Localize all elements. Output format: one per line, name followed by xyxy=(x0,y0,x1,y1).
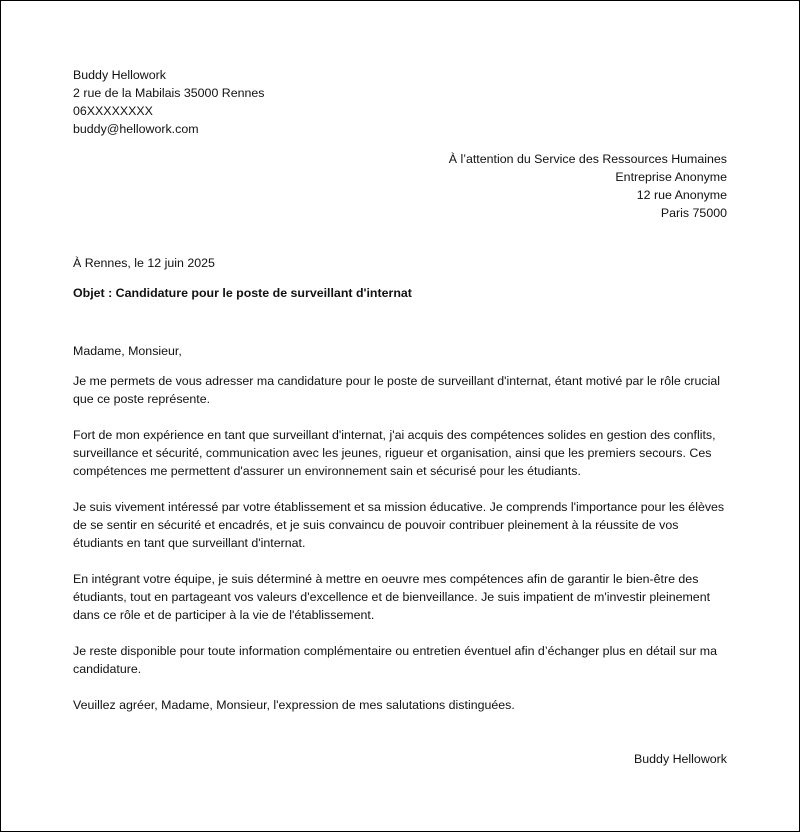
sender-block xyxy=(73,66,473,138)
date-line: À Rennes, le 12 juin 2025 xyxy=(73,256,215,270)
letter-paragraph: Je reste disponible pour toute information complémentaire ou entretien éventuel afin d’échanger plus en détail sur ma candidature. xyxy=(73,644,718,676)
recipient-city: Paris 75000 xyxy=(660,206,727,220)
sender-address: 2 rue de la Mabilais 35000 Rennes xyxy=(73,86,265,100)
letter-paragraph: Je me permets de vous adresser ma candidature pour le poste de surveillant d'internat, étant motivé par le rôle crucial que ce poste représente. xyxy=(73,374,721,406)
letter-greeting: Madame, Monsieur, xyxy=(73,344,182,358)
recipient-block xyxy=(307,150,727,222)
letter-paragraph: Je suis vivement intéressé par votre établissement et sa mission éducative. Je comprends l'importance pour les élèves de se sentir en sécurité et encadrés, et je suis convaincu de pouvoir contribuer pleinement à la réussite de vos étudiants en tant que surveillant d'internat. xyxy=(73,500,725,550)
signature: Buddy Hellowork xyxy=(634,752,727,766)
subject-line: Objet : Candidature pour le poste de surveillant d'internat xyxy=(73,286,412,300)
letter-paragraph: En intégrant votre équipe, je suis déterminé à mettre en oeuvre mes compétences afin de garantir le bien-être des étudiants, tout en partageant vos valeurs d'excellence et de bienveillance. Je suis impatient de m'investir pleinement dans ce rôle et de participer à la vie de l'établissement. xyxy=(73,572,711,622)
recipient-attention: À l’attention du Service des Ressources Humaines xyxy=(448,152,727,166)
sender-phone: 06XXXXXXXX xyxy=(73,104,153,118)
sender-name: Buddy Hellowork xyxy=(73,68,166,82)
recipient-street: 12 rue Anonyme xyxy=(636,188,727,202)
letter-body xyxy=(73,342,729,732)
sender-email: buddy@hellowork.com xyxy=(73,122,199,136)
letter-paragraph: Fort de mon expérience en tant que surveillant d'internat, j'ai acquis des compétences solides en gestion des conflits, surveillance et sécurité, communication avec les jeunes, rigueur et organisation, ainsi que les premiers secours. Ces compétences me permettent d'assurer un environnement sain et sécurisé pour les étudiants. xyxy=(73,428,716,478)
recipient-company: Entreprise Anonyme xyxy=(615,170,727,184)
letter-closing: Veuillez agréer, Madame, Monsieur, l'expression de mes salutations distinguées. xyxy=(73,698,515,712)
